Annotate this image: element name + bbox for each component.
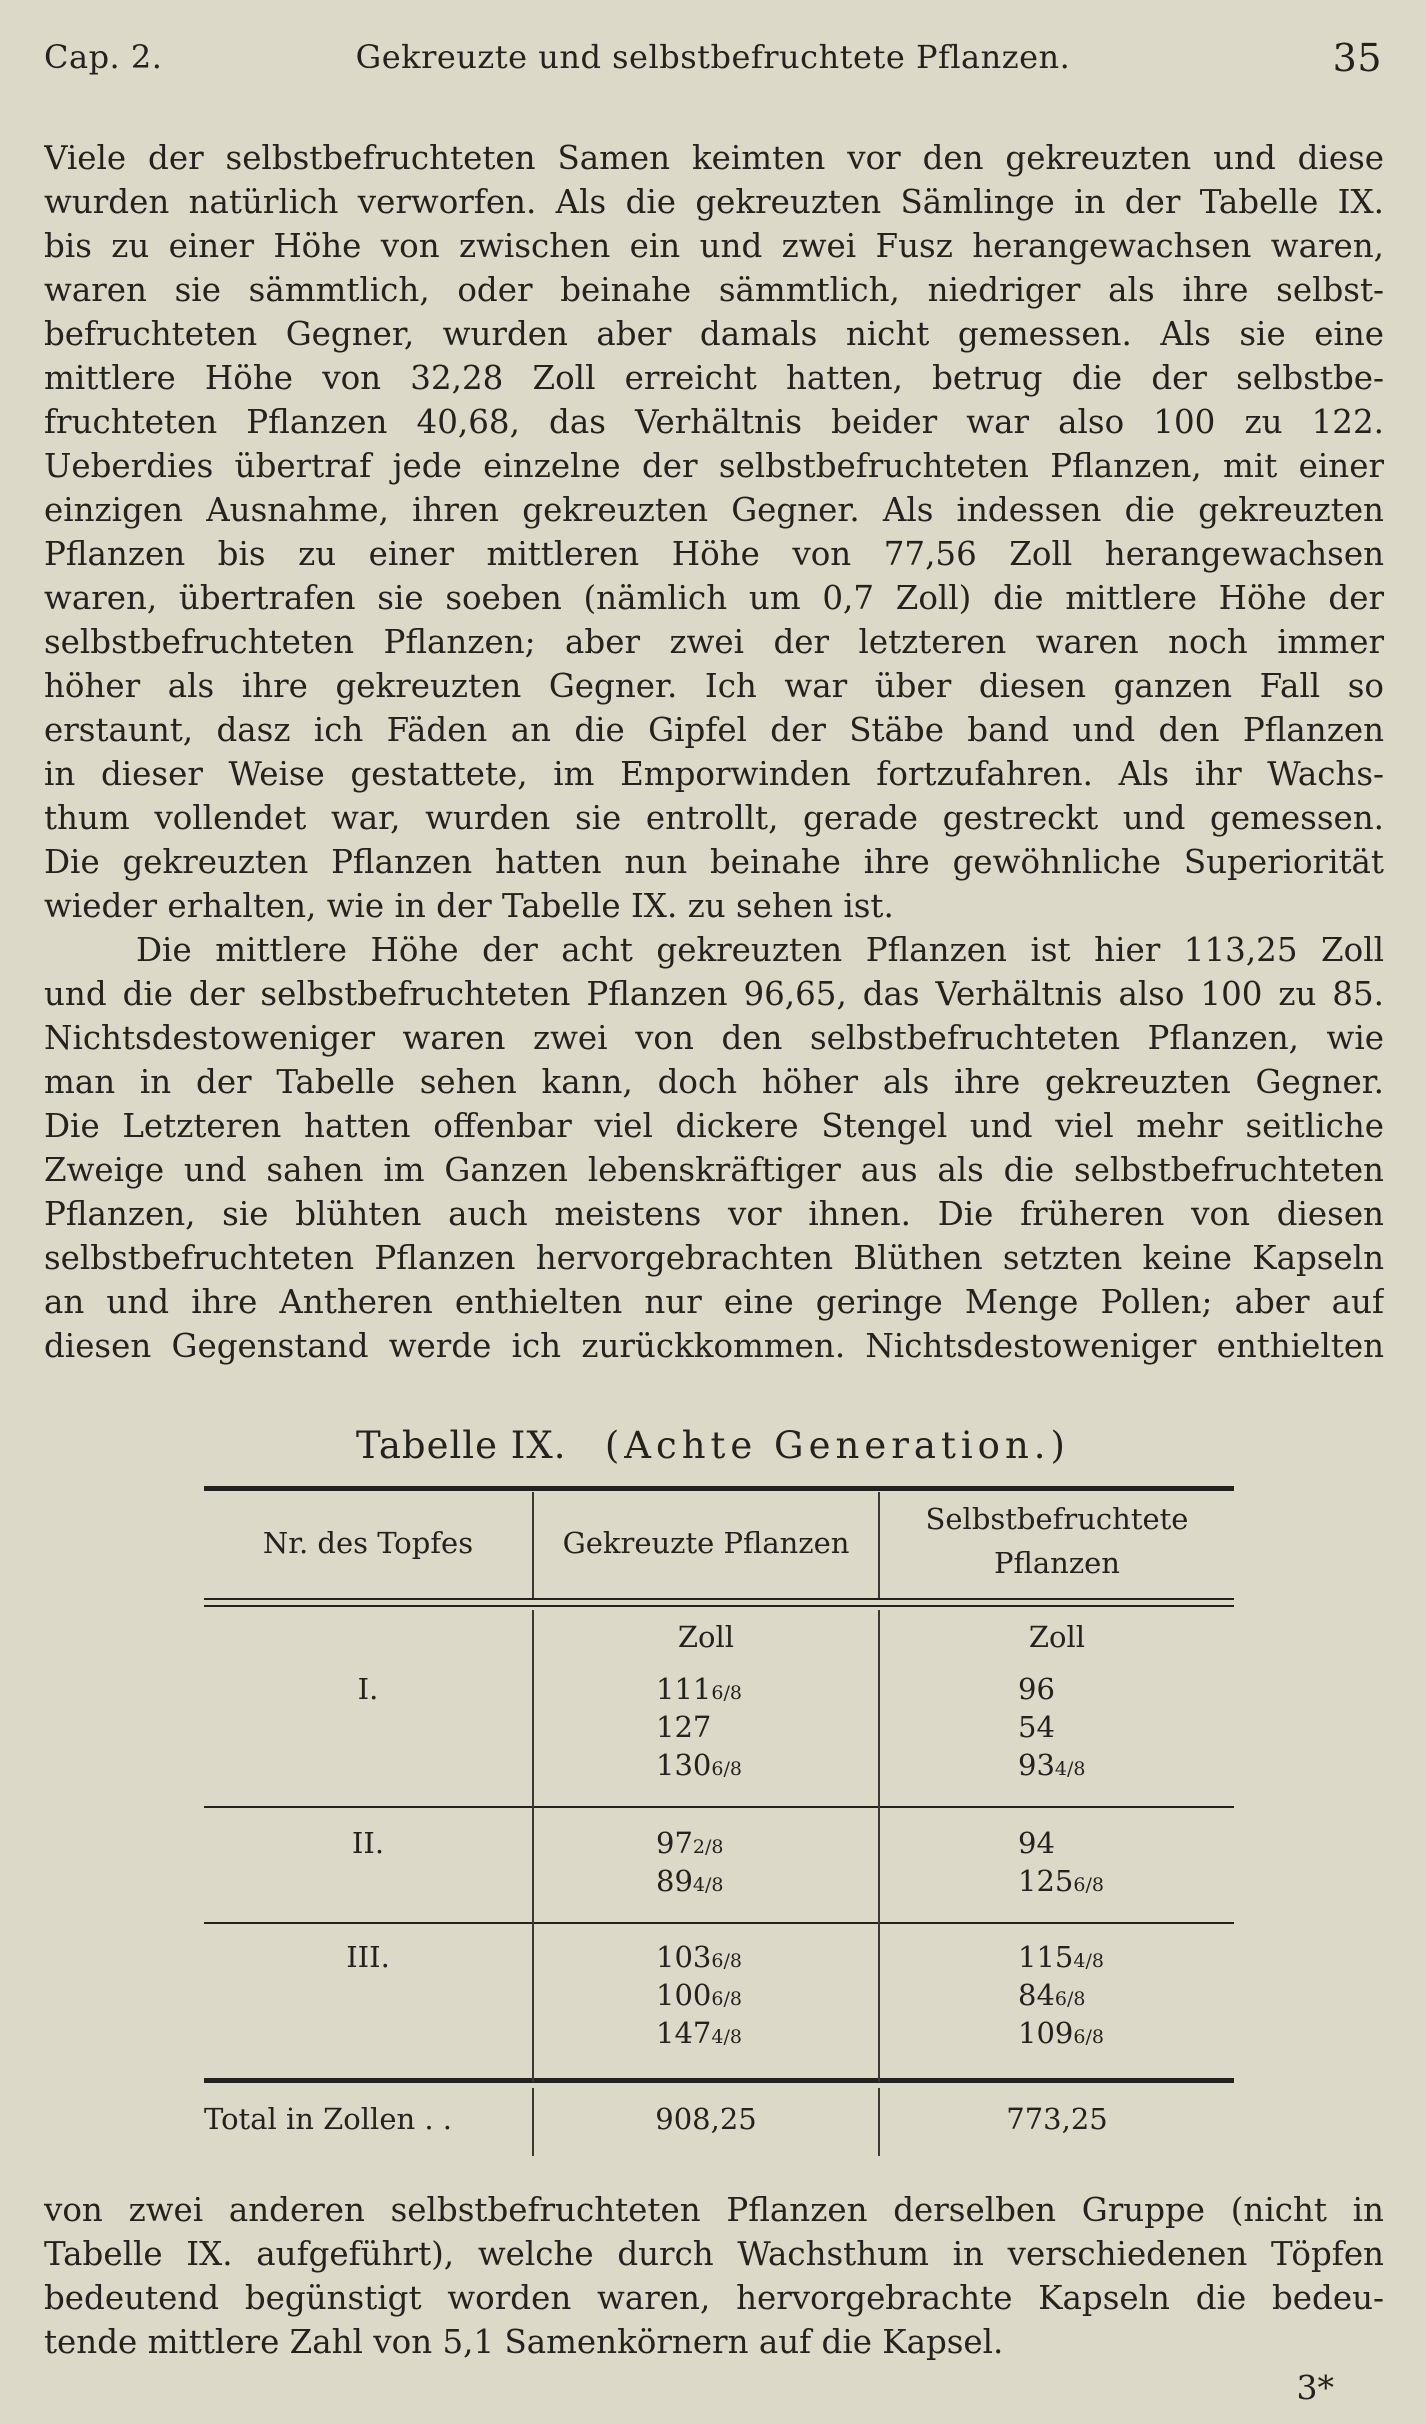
value-fraction: 4/8: [1073, 1950, 1104, 1972]
column-divider: [532, 1610, 534, 2082]
header-rule: [204, 1598, 1234, 1600]
text-line: an und ihre Antheren enthielten nur eine geringe Menge Pollen; aber auf: [44, 1283, 1384, 1321]
value-whole: 115: [1018, 1940, 1074, 1974]
value-whole: 97: [656, 1826, 693, 1860]
value-fraction: 6/8: [711, 1950, 742, 1972]
text-line: erstaunt, dasz ich Fäden an die Gipfel der Stäbe band und den Pflanzen: [44, 711, 1384, 749]
value-fraction: 4/8: [711, 2026, 742, 2048]
header-rule-second: [204, 1605, 1234, 1607]
text-line: Zweige und sahen im Ganzen lebenskräftiger aus als die selbstbefruchteten: [44, 1151, 1384, 1189]
text-line: waren, übertrafen sie soeben (nämlich um 0,7 Zoll) die mittlere Höhe der: [44, 579, 1384, 617]
total-rule: [204, 2078, 1234, 2083]
text-line: Die mittlere Höhe der acht gekreuzten Pflanzen ist hier 113,25 Zoll: [136, 931, 1384, 969]
text-line: höher als ihre gekreuzten Gegner. Ich war über diesen ganzen Fall so: [44, 667, 1384, 705]
text-line: tende mittlere Zahl von 5,1 Samenkörnern auf die Kapsel.: [44, 2323, 1004, 2361]
column-header-crossed: Gekreuzte Pflanzen: [562, 1526, 850, 1560]
text-line: Pflanzen, sie blühten auch meistens vor ihnen. Die früheren von diesen: [44, 1195, 1384, 1233]
text-line: thum vollendet war, wurden sie entrollt, gerade gestreckt und gemessen.: [44, 799, 1384, 837]
text-line: Viele der selbstbefruchteten Samen keimten vor den gekreuzten und diese: [44, 139, 1384, 177]
crossed-value: [656, 1670, 856, 1712]
total-label: Total in Zollen . .: [204, 2102, 453, 2136]
crossed-value: [656, 1938, 856, 1980]
table-caption-generation: (Achte Generation.): [604, 1424, 1070, 1467]
table-caption-main: Tabelle IX.: [356, 1424, 567, 1467]
value-whole: 103: [656, 1940, 712, 1974]
value-fraction: 4/8: [1054, 1758, 1086, 1780]
value-fraction: 6/8: [711, 1758, 742, 1780]
text-line: Tabelle IX. aufgeführt), welche durch Wachsthum in verschiedenen Töpfen: [44, 2235, 1384, 2273]
column-divider: [878, 1610, 880, 2082]
pot-label: II.: [351, 1826, 385, 1860]
value-whole: 130: [656, 1748, 712, 1782]
self-value: [1018, 1976, 1218, 2018]
self-value: [1018, 2014, 1218, 2056]
text-line: einzigen Ausnahme, ihren gekreuzten Gegner. Als indessen die gekreuzten: [44, 491, 1384, 529]
text-line: diesen Gegenstand werde ich zurückkommen. Nichtsdestoweniger enthielten: [44, 1327, 1384, 1365]
signature-mark: 3*: [1296, 2368, 1334, 2407]
column-header-self-line2: Pflanzen: [994, 1546, 1120, 1580]
page-number: 35: [1332, 36, 1382, 80]
table-top-rule: [204, 1486, 1234, 1491]
text-line: man in der Tabelle sehen kann, doch höher als ihre gekreuzten Gegner.: [44, 1063, 1384, 1101]
text-line: selbstbefruchteten Pflanzen hervorgebrachten Blüthen setzten keine Kapseln: [44, 1239, 1384, 1277]
text-line: Die gekreuzten Pflanzen hatten nun beinahe ihre gewöhnliche Superiorität: [44, 843, 1384, 881]
value-whole: 111: [656, 1672, 712, 1706]
self-value: [1018, 1938, 1218, 1980]
text-line: bedeutend begünstigt worden waren, hervorgebrachte Kapseln die bedeu-: [44, 2279, 1384, 2317]
value-whole: 100: [656, 1978, 712, 2012]
pot-label: III.: [346, 1940, 390, 1974]
value-fraction: 6/8: [1073, 2026, 1104, 2048]
value-whole: 89: [656, 1864, 693, 1898]
text-line: selbstbefruchteten Pflanzen; aber zwei der letzteren waren noch immer: [44, 623, 1384, 661]
self-value: [1018, 1862, 1218, 1904]
value-whole: 54: [1018, 1710, 1055, 1744]
value-whole: 127: [656, 1710, 712, 1744]
text-line: Die Letzteren hatten offenbar viel dickere Stengel und viel mehr seitliche: [44, 1107, 1384, 1145]
crossed-value: [656, 1824, 856, 1866]
group-rule: [204, 1806, 1234, 1808]
text-line: fruchteten Pflanzen 40,68, das Verhältnis beider war also 100 zu 122.: [44, 403, 1384, 441]
crossed-value: [656, 1746, 856, 1788]
value-whole: 96: [1018, 1672, 1055, 1706]
text-line: und die der selbstbefruchteten Pflanzen 96,65, das Verhältnis also 100 zu 85.: [44, 975, 1384, 1013]
unit-crossed: Zoll: [677, 1620, 735, 1654]
self-value: [1018, 1824, 1218, 1866]
table-caption: [0, 1424, 1426, 1467]
text-line: mittlere Höhe von 32,28 Zoll erreicht hatten, betrug die der selbstbe-: [44, 359, 1384, 397]
value-fraction: 4/8: [692, 1874, 724, 1896]
running-title: Gekreuzte und selbstbefruchtete Pflanzen.: [355, 38, 1071, 76]
text-line: von zwei anderen selbstbefruchteten Pflanzen derselben Gruppe (nicht in: [44, 2191, 1384, 2229]
text-line: Pflanzen bis zu einer mittleren Höhe von 77,56 Zoll herangewachsen: [44, 535, 1384, 573]
text-line: wurden natürlich verworfen. Als die gekreuzten Sämlinge in der Tabelle IX.: [44, 183, 1384, 221]
crossed-value: [656, 1976, 856, 2018]
column-header-self: Selbstbefruchtete: [925, 1502, 1189, 1536]
self-value: [1018, 1670, 1218, 1712]
body-text-top: [44, 136, 1384, 1368]
value-fraction: 6/8: [1073, 1874, 1104, 1896]
value-fraction: 6/8: [711, 1682, 742, 1704]
text-line: Nichtsdestoweniger waren zwei von den selbstbefruchteten Pflanzen, wie: [44, 1019, 1384, 1057]
value-whole: 125: [1018, 1864, 1074, 1898]
crossed-value: [656, 1708, 856, 1750]
text-line: waren sie sämmtlich, oder beinahe sämmtlich, niedriger als ihre selbst-: [44, 271, 1384, 309]
value-whole: 93: [1018, 1748, 1055, 1782]
self-value: [1018, 1746, 1218, 1788]
crossed-value: [656, 2014, 856, 2056]
unit-self: Zoll: [1028, 1620, 1086, 1654]
text-line: wieder erhalten, wie in der Tabelle IX. zu sehen ist.: [44, 887, 894, 925]
value-whole: 84: [1018, 1978, 1055, 2012]
group-rule: [204, 1922, 1234, 1924]
value-whole: 147: [656, 2016, 712, 2050]
value-whole: 109: [1018, 2016, 1074, 2050]
text-line: Ueberdies übertraf jede einzelne der selbstbefruchteten Pflanzen, mit einer: [44, 447, 1384, 485]
chapter-label: Cap. 2.: [44, 38, 163, 76]
running-header: [44, 38, 1382, 82]
value-fraction: 2/8: [692, 1836, 724, 1858]
body-text-bottom: [44, 2188, 1384, 2364]
crossed-value: [656, 1862, 856, 1904]
column-header-pot: Nr. des Topfes: [262, 1526, 474, 1560]
value-fraction: 6/8: [1054, 1988, 1086, 2010]
value-fraction: 6/8: [711, 1988, 742, 2010]
text-line: befruchteten Gegner, wurden aber damals nicht gemessen. Als sie eine: [44, 315, 1384, 353]
text-line: in dieser Weise gestattete, im Emporwinden fortzufahren. Als ihr Wachs-: [44, 755, 1384, 793]
pot-label: I.: [357, 1672, 379, 1706]
total-crossed: 908,25: [655, 2102, 757, 2136]
text-line: bis zu einer Höhe von zwischen ein und zwei Fusz herangewachsen waren,: [44, 227, 1384, 265]
self-value: [1018, 1708, 1218, 1750]
total-self: 773,25: [1006, 2102, 1108, 2136]
value-whole: 94: [1018, 1826, 1055, 1860]
